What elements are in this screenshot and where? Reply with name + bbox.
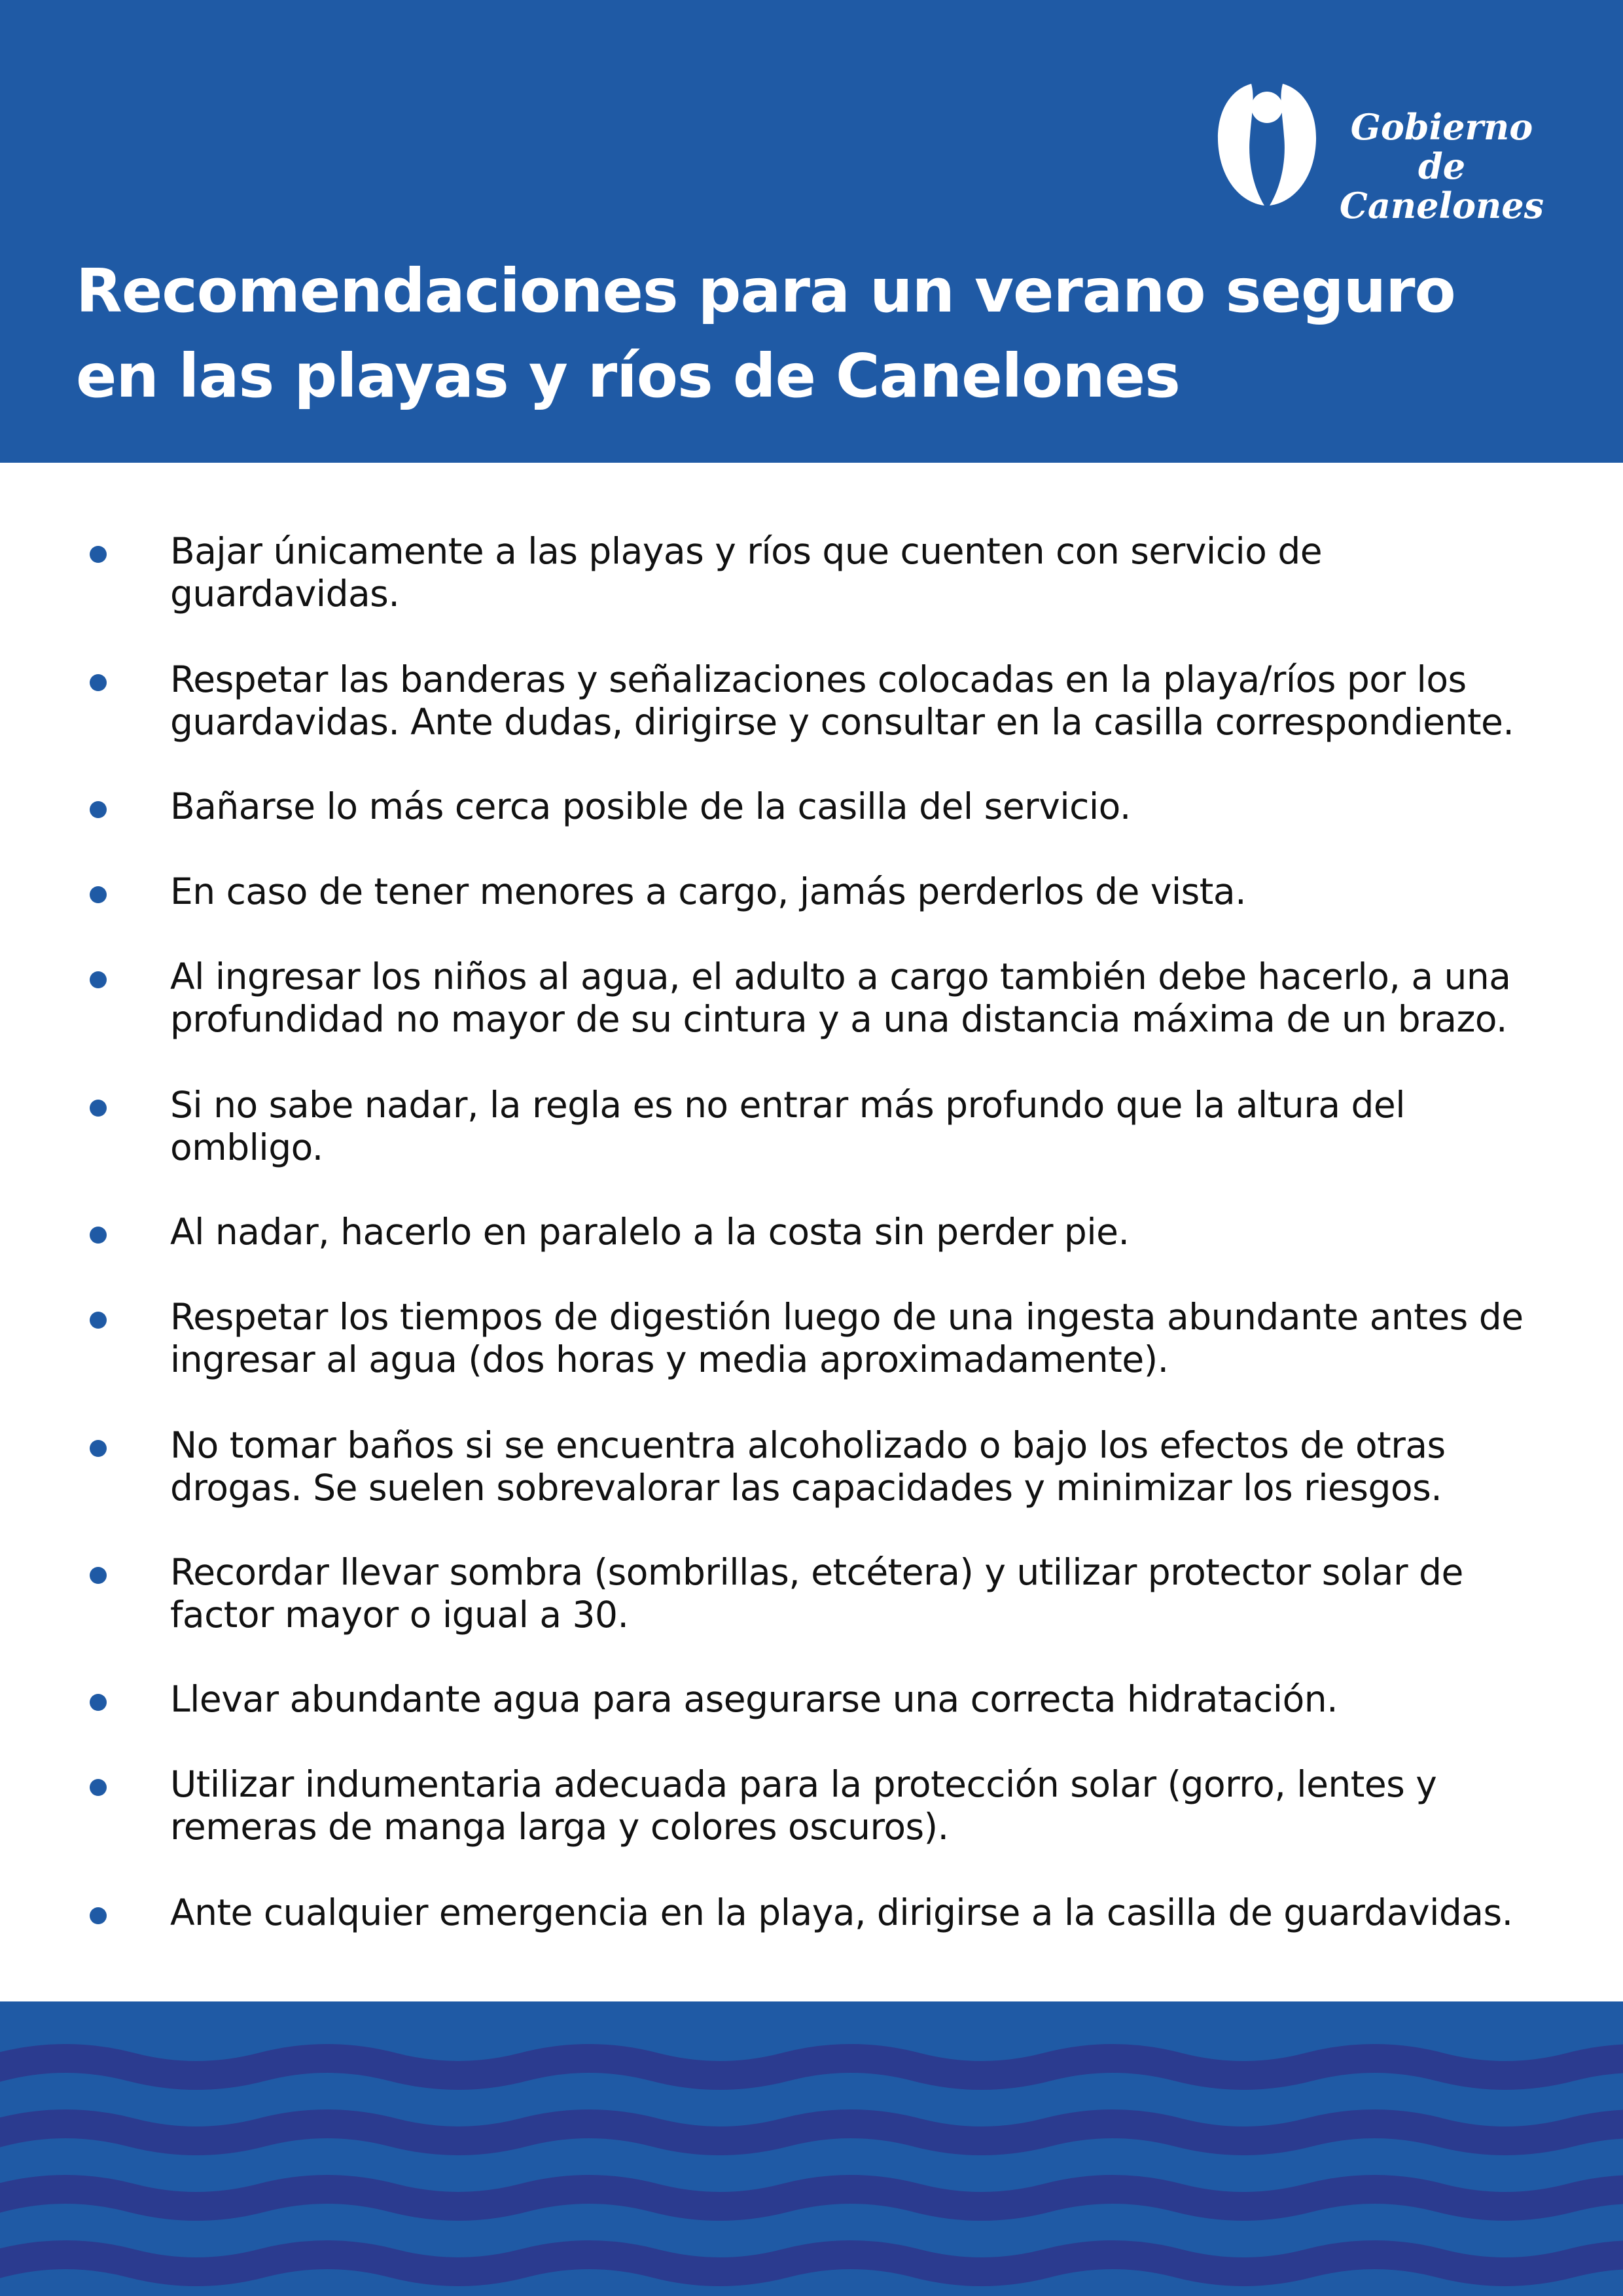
- recommendation-line: Bajar únicamente a las playas y ríos que cuenten con servicio de: [170, 530, 1323, 572]
- bullet-icon: [90, 1567, 107, 1584]
- bullet-icon: [90, 1907, 107, 1924]
- recommendation-line: Utilizar indumentaria adecuada para la protección solar (gorro, lentes y: [170, 1763, 1437, 1805]
- bullet-icon: [90, 886, 107, 903]
- recommendation-text: [170, 1551, 1597, 1636]
- bullet-icon: [90, 1440, 107, 1457]
- footer-waves-banner: [0, 2001, 1623, 2296]
- recommendation-line: Ante cualquier emergencia en la playa, dirigirse a la casilla de guardavidas.: [170, 1892, 1513, 1933]
- recommendation-text: [170, 1211, 1597, 1253]
- wave-band: [0, 2124, 1623, 2141]
- waves-decoration: [0, 2001, 1623, 2296]
- wave-band: [0, 2058, 1623, 2075]
- recommendation-line: Bañarse lo más cerca posible de la casilla del servicio.: [170, 785, 1131, 827]
- wave-band: [0, 2189, 1623, 2206]
- recommendation-line: Al ingresar los niños al agua, el adulto a cargo también debe hacerlo, a una: [170, 956, 1511, 997]
- recommendation-text: [170, 1424, 1597, 1509]
- recommendation-line: Recordar llevar sombra (sombrillas, etcétera) y utilizar protector solar de: [170, 1551, 1463, 1593]
- bullet-icon: [90, 1779, 107, 1796]
- recommendation-line: profundidad no mayor de su cintura y a una distancia máxima de un brazo.: [170, 998, 1508, 1040]
- recommendation-text: [170, 530, 1597, 615]
- recommendation-line: factor mayor o igual a 30.: [170, 1594, 629, 1636]
- logo-line-1: Gobierno de: [1350, 106, 1533, 187]
- recommendation-line: drogas. Se suelen sobrevalorar las capacidades y minimizar los riesgos.: [170, 1467, 1442, 1509]
- title-line-1: Recomendaciones para un verano seguro: [76, 256, 1455, 326]
- title-line-2: en las playas y ríos de Canelones: [76, 341, 1180, 411]
- recommendation-line: En caso de tener menores a cargo, jamás perderlos de vista.: [170, 870, 1247, 912]
- recommendation-text: [170, 956, 1597, 1041]
- recommendation-text: [170, 1296, 1597, 1381]
- bullet-icon: [90, 1100, 107, 1117]
- bullet-icon: [90, 1312, 107, 1329]
- bullet-icon: [90, 971, 107, 988]
- recommendation-text: [170, 1892, 1597, 1934]
- bullet-icon: [90, 546, 107, 563]
- recommendation-line: guardavidas.: [170, 573, 400, 615]
- logo-line-2: Canelones: [1339, 185, 1544, 226]
- recommendation-line: Respetar los tiempos de digestión luego de una ingesta abundante antes de: [170, 1296, 1524, 1338]
- bullet-icon: [90, 801, 107, 818]
- bullet-icon: [90, 1694, 107, 1711]
- recommendation-text: [170, 1763, 1597, 1848]
- recommendation-line: guardavidas. Ante dudas, dirigirse y consultar en la casilla correspondiente.: [170, 701, 1514, 743]
- bullet-icon: [90, 674, 107, 691]
- recommendation-line: Llevar abundante agua para asegurarse una correcta hidratación.: [170, 1678, 1338, 1720]
- recommendation-text: [170, 1084, 1597, 1169]
- recommendation-text: [170, 785, 1597, 828]
- recommendation-text: [170, 1678, 1597, 1721]
- recommendation-line: Respetar las banderas y señalizaciones colocadas en la playa/ríos por los: [170, 658, 1467, 700]
- recommendation-text: [170, 658, 1597, 744]
- recommendation-line: Al nadar, hacerlo en paralelo a la costa sin perder pie.: [170, 1211, 1130, 1253]
- wave-band: [0, 2255, 1623, 2272]
- recommendation-line: ombligo.: [170, 1126, 323, 1168]
- recommendation-line: No tomar baños si se encuentra alcoholizado o bajo los efectos de otras: [170, 1424, 1446, 1466]
- recommendation-line: Si no sabe nadar, la regla es no entrar más profundo que la altura del: [170, 1084, 1406, 1126]
- bullet-icon: [90, 1227, 107, 1244]
- recommendation-line: ingresar al agua (dos horas y media aproximadamente).: [170, 1338, 1169, 1380]
- recommendation-text: [170, 870, 1597, 913]
- recommendation-line: remeras de manga larga y colores oscuros).: [170, 1806, 949, 1848]
